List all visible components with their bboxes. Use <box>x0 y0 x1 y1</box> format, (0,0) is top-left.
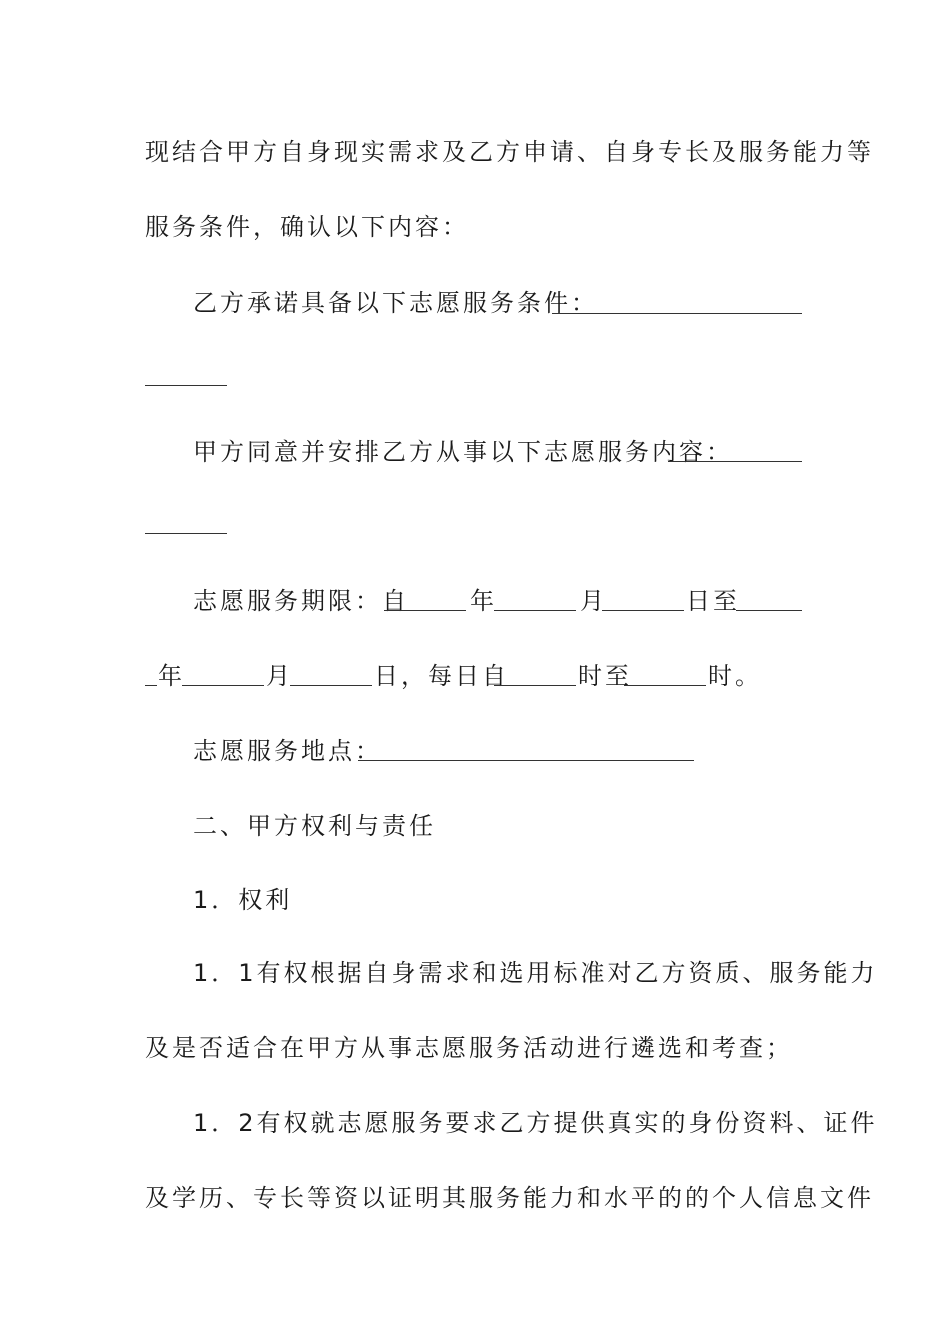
month-label: 月 <box>580 587 607 615</box>
hour-to-label: 时至 <box>578 662 632 690</box>
paragraph-line: 乙方承诺具备以下志愿服务条件： <box>193 289 598 317</box>
blank-underline <box>145 533 227 534</box>
blank-underline <box>290 685 372 686</box>
paragraph-line: 1．2有权就志愿服务要求乙方提供真实的身份资料、证件 <box>193 1109 878 1137</box>
paragraph-line: 甲方同意并安排乙方从事以下志愿服务内容： <box>193 438 733 466</box>
paragraph-line: 服务条件，确认以下内容： <box>145 213 469 241</box>
blank-underline <box>624 685 706 686</box>
blank-underline <box>384 610 466 611</box>
blank-underline <box>552 313 802 314</box>
blank-underline <box>494 610 576 611</box>
hour-end-label: 时。 <box>708 662 762 690</box>
paragraph-line: 现结合甲方自身现实需求及乙方申请、自身专长及服务能力等 <box>145 138 874 166</box>
blank-underline <box>182 685 264 686</box>
year-label: 年 <box>158 662 185 690</box>
service-location-label: 志愿服务地点： <box>193 737 382 765</box>
paragraph-line: 及学历、专长等资以证明其服务能力和水平的的个人信息文件 <box>145 1184 874 1212</box>
blank-underline <box>494 685 576 686</box>
day-to-label: 日至 <box>686 587 740 615</box>
service-period-label: 志愿服务期限：自 <box>193 587 409 615</box>
blank-underline <box>602 610 684 611</box>
year-label: 年 <box>470 587 497 615</box>
blank-underline <box>736 610 802 611</box>
paragraph-line: 及是否适合在甲方从事志愿服务活动进行遴选和考查； <box>145 1034 793 1062</box>
blank-underline <box>358 760 694 761</box>
paragraph-line: 1．1有权根据自身需求和选用标准对乙方资质、服务能力 <box>193 959 878 987</box>
daily-from-label: 日，每日自 <box>374 662 509 690</box>
blank-underline <box>145 385 227 386</box>
section-heading: 二、甲方权利与责任 <box>193 812 436 840</box>
blank-underline <box>145 685 157 686</box>
month-label: 月 <box>266 662 293 690</box>
subsection-heading: 1．权利 <box>193 886 293 914</box>
blank-underline <box>668 461 802 462</box>
